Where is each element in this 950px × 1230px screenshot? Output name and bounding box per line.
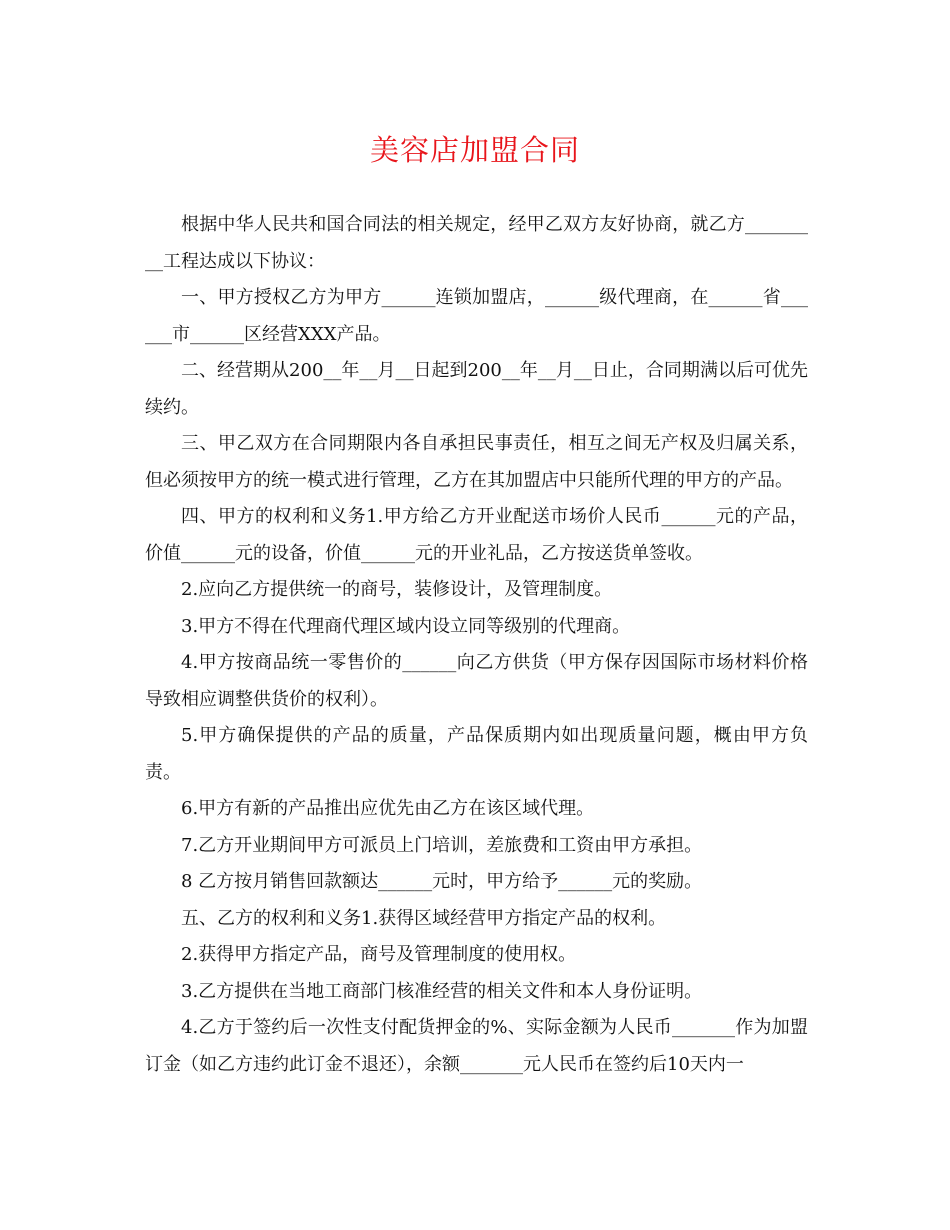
paragraph-clause-4-item-5: 5.甲方确保提供的产品的质量，产品保质期内如出现质量问题，概由甲方负责。 xyxy=(145,725,808,783)
paragraph-clause-3: 三、甲乙双方在合同期限内各自承担民事责任，相互之间无产权及归属关系，但必须按甲方的统一模式进行管理，乙方在其加盟店中只能所代理的甲方的产品。 xyxy=(145,433,808,491)
paragraph-clause-5-item-2: 2.获得甲方指定产品，商号及管理制度的使用权。 xyxy=(181,944,577,965)
paragraph-clause-5-item-4: 4.乙方于签约后一次性支付配货押金的%、实际金额为人民币_______作为加盟订金（如乙方违约此订金不退还），余额_______元人民币在签约后10天内一 xyxy=(145,1017,808,1075)
document-title: 美容店加盟合同 xyxy=(369,133,580,167)
paragraph-clause-1: 一、甲方授权乙方为甲方______连锁加盟店，______级代理商，在______省______市______区经营XXX产品。 xyxy=(145,287,808,345)
document-body xyxy=(145,207,808,1083)
paragraph-clause-4-item-2: 2.应向乙方提供统一的商号，装修设计，及管理制度。 xyxy=(181,579,613,600)
paragraph-clause-4-item-3: 3.甲方不得在代理商代理区域内设立同等级别的代理商。 xyxy=(181,615,631,637)
paragraph-clause-2: 二、经营期从200__年__月__日起到200__年__月__日止，合同期满以后可优先续约。 xyxy=(145,360,808,418)
paragraph-preamble: 根据中华人民共和国合同法的相关规定，经甲乙双方友好协商，就乙方_________工程达成以下协议： xyxy=(145,214,808,272)
paragraph-clause-4-item-6: 6.甲方有新的产品推出应优先由乙方在该区域代理。 xyxy=(181,798,595,819)
paragraph-clause-5: 五、乙方的权利和义务1.获得区域经营甲方指定产品的权利。 xyxy=(181,907,667,929)
paragraph-clause-4-item-4: 4.甲方按商品统一零售价的______向乙方供货（甲方保存因国际市场材料价格导致相应调整供货价的权利）。 xyxy=(145,652,808,710)
paragraph-clause-4-item-7: 7.乙方开业期间甲方可派员上门培训，差旅费和工资由甲方承担。 xyxy=(181,834,703,856)
paragraph-clause-5-item-3: 3.乙方提供在当地工商部门核准经营的相关文件和本人身份证明。 xyxy=(181,980,703,1002)
paragraph-clause-4: 四、甲方的权利和义务1.甲方给乙方开业配送市场价人民币______元的产品，价值______元的设备，价值______元的开业礼品，乙方按送货单签收。 xyxy=(145,506,808,564)
paragraph-clause-4-item-8: 8 乙方按月销售回款额达______元时，甲方给予______元的奖励。 xyxy=(181,871,703,892)
